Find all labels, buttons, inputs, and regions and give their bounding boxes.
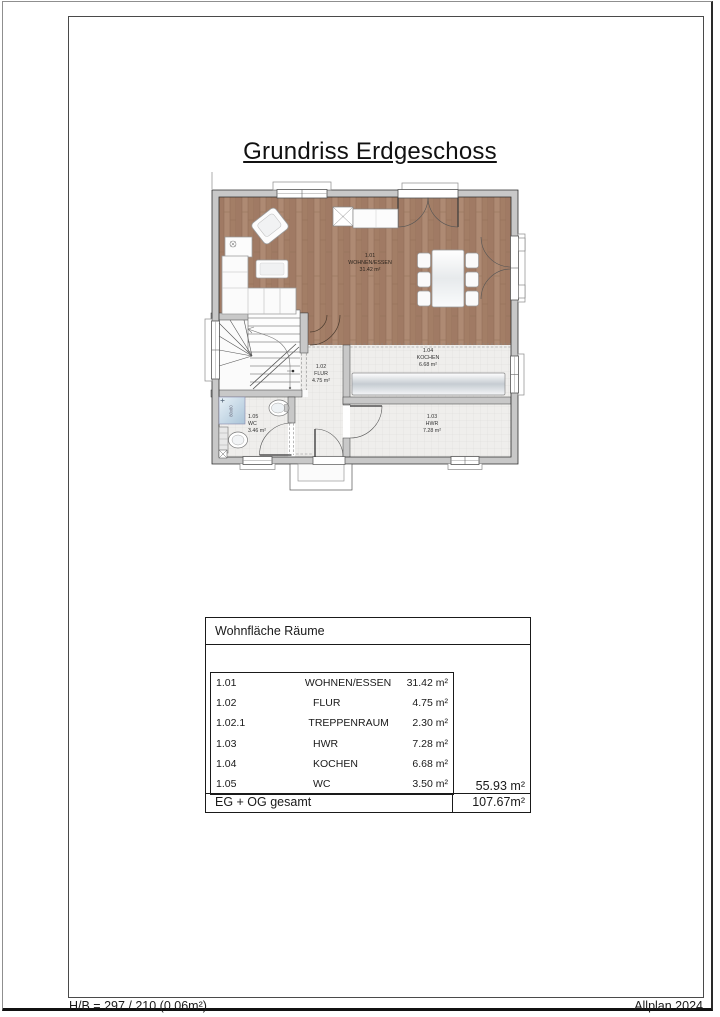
room-name: FLUR (313, 697, 341, 710)
total-label: EG + OG gesamt (215, 795, 312, 809)
svg-text:1.04: 1.04 (422, 348, 434, 354)
svg-text:7.28 m²: 7.28 m² (423, 428, 441, 434)
room-id: 1.01 (216, 677, 237, 690)
svg-text:WOHNEN/ESSEN: WOHNEN/ESSEN (348, 260, 392, 266)
dining-set (418, 250, 479, 307)
table-row (211, 717, 453, 729)
dining-table (432, 250, 464, 307)
svg-text:4.75 m²: 4.75 m² (312, 378, 330, 384)
sideboard (353, 209, 398, 228)
room-area: 7.28 m² (412, 737, 448, 750)
svg-text:1.05: 1.05 (248, 414, 259, 420)
room-name: HWR (313, 737, 339, 750)
room-id: 1.05 (216, 777, 237, 790)
total-value: 107.67m² (452, 794, 530, 812)
svg-text:WC: WC (248, 421, 257, 427)
kitchen-counter (352, 373, 505, 395)
room-name: WC (313, 777, 331, 790)
table-row (211, 697, 453, 709)
room-id: 1.03 (216, 737, 237, 750)
room-area: 2.30 m² (412, 717, 448, 730)
svg-text:6.68 m²: 6.68 m² (419, 362, 437, 368)
room-name: KOCHEN (313, 757, 358, 770)
room-id: 1.04 (216, 757, 237, 770)
footer (69, 999, 703, 1013)
svg-text:FLUR: FLUR (314, 371, 328, 377)
table-row (211, 677, 453, 689)
room-area: 4.75 m² (412, 697, 448, 710)
svg-text:1.02: 1.02 (315, 364, 327, 370)
svg-text:1.03: 1.03 (426, 414, 438, 420)
room-area: 3.50 m² (412, 777, 448, 790)
footer-app-name: Allplan 2024 (634, 999, 703, 1013)
page-title: Grundriss Erdgeschoss (243, 138, 497, 165)
toilet-tank (219, 427, 228, 453)
svg-text:KOCHEN: KOCHEN (416, 355, 440, 361)
svg-text:3.46 m²: 3.46 m² (248, 428, 266, 434)
table-title: Wohnfläche Räume (206, 618, 530, 645)
eg-subtotal: 55.93 m² (475, 779, 525, 793)
table-row (211, 758, 453, 770)
room-name: TREPPENRAUM (308, 717, 389, 730)
floor-plan (200, 168, 540, 498)
room-area: 6.68 m² (412, 757, 448, 770)
table-row (211, 738, 453, 750)
room-area: 31.42 m² (406, 677, 448, 690)
room-id: 1.02.1 (216, 717, 246, 730)
svg-text:31.42 m²: 31.42 m² (359, 267, 381, 273)
room-area-table (205, 617, 531, 813)
shower-size-label: 80x80 (228, 405, 234, 417)
svg-text:HWR: HWR (425, 421, 439, 427)
total-row (206, 793, 530, 812)
svg-text:1.01: 1.01 (364, 253, 376, 259)
room-id: 1.02 (216, 697, 237, 710)
side-table (225, 237, 252, 257)
table-row (211, 778, 453, 790)
table-rows-box (210, 672, 454, 795)
footer-scale-info: H/B = 297 / 210 (0.06m²) (69, 999, 207, 1013)
room-name: WOHNEN/ESSEN (304, 677, 392, 690)
